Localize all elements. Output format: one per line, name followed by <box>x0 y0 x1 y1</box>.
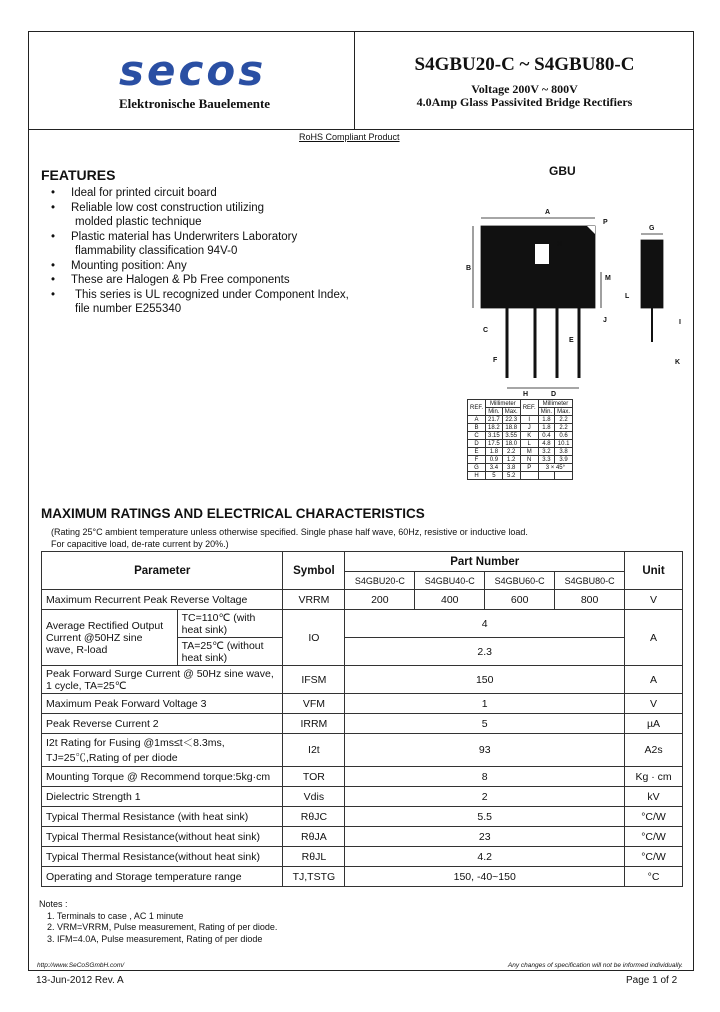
footer-page: Page 1 of 2 <box>626 975 678 986</box>
row-rthja: Typical Thermal Resistance(without heat sink) RθJA 23 °C/W <box>42 827 683 847</box>
dim-row: D 17.5 18.0 L 4.8 10.1 <box>468 440 573 448</box>
dim-row: G 3.4 3.8 P 3 × 45° <box>468 464 573 472</box>
note-item: 1. Terminals to case , AC 1 minute <box>47 910 184 921</box>
dim-label-d: D <box>551 391 557 398</box>
ratings-title: MAXIMUM RATINGS AND ELECTRICAL CHARACTERISTICS <box>41 506 425 521</box>
dim-label-l: L <box>625 293 630 300</box>
row-tor: Mounting Torque @ Recommend torque:5kg·cm TOR 8 Kg · cm <box>42 767 683 787</box>
dim-row: A 21.7 22.3 I 1.8 2.2 <box>468 416 573 424</box>
features-list <box>43 186 349 317</box>
col-part-number: Part Number <box>345 552 625 572</box>
header-title-area <box>356 32 693 129</box>
dim-header-max: Max. <box>555 408 573 416</box>
dim-label-f: F <box>493 357 498 364</box>
voltage-range: Voltage 200V ~ 800V <box>471 82 578 96</box>
feature-item: molded plastic technique <box>75 216 202 228</box>
dim-header-min: Min. <box>486 408 503 416</box>
ratings-table <box>41 551 683 887</box>
note-item: 3. IFM=4.0A, Pulse measurement, Rating of per diode <box>47 933 263 944</box>
row-temperature: Operating and Storage temperature range TJ,TSTG 150, -40~150 °C <box>42 867 683 887</box>
dim-header-ref: REF. <box>468 400 486 416</box>
feature-item: • Plastic material has Underwriters Laboratory <box>51 230 298 243</box>
package-label: GBU <box>549 164 576 178</box>
header <box>29 32 693 130</box>
dim-label-e: E <box>569 337 574 344</box>
part-s4gbu80: S4GBU80-C <box>555 572 625 590</box>
datasheet-page <box>28 31 694 971</box>
dim-row: B 18.2 18.8 J 1.8 2.2 <box>468 424 573 432</box>
col-parameter: Parameter <box>42 552 283 590</box>
row-rthjl: Typical Thermal Resistance(without heat sink) RθJL 4.2 °C/W <box>42 847 683 867</box>
notes <box>39 899 277 945</box>
dim-header-min: Min. <box>538 408 554 416</box>
part-s4gbu60: S4GBU60-C <box>485 572 555 590</box>
company-subtitle: Elektronische Bauelemente <box>119 96 271 111</box>
dim-label-p: P <box>603 219 608 226</box>
dim-row: F 0.9 1.2 N 3.3 3.9 <box>468 456 573 464</box>
feature-item: • This series is UL recognized under Component Index, <box>51 288 349 301</box>
feature-item: • Reliable low cost construction utilizing <box>51 201 265 214</box>
dim-row: E 1.8 2.2 M 3.2 3.8 <box>468 448 573 456</box>
feature-item: • These are Halogen & Pb Free components <box>51 274 290 286</box>
feature-item: • Mounting position: Any <box>51 259 187 272</box>
dim-row: H 5 5.2 <box>468 472 573 480</box>
side-view-body <box>641 240 663 308</box>
ratings-note: (Rating 25°C ambient temperature unless otherwise specified. Single phase half wave, 60Hz, resistive or inductive load. <box>51 527 528 537</box>
dim-label-n: N <box>557 241 563 248</box>
dim-label-c: C <box>483 327 489 334</box>
footer-url[interactable]: http://www.SeCoSGmbH.com/ <box>37 962 125 969</box>
row-rthjc: Typical Thermal Resistance (with heat sink) RθJC 5.5 °C/W <box>42 807 683 827</box>
ratings-note: For capacitive load, de-rate current by 20%.) <box>51 539 229 549</box>
feature-item: file number E255340 <box>75 303 182 315</box>
features-title: FEATURES <box>41 167 116 183</box>
product-description: 4.0Amp Glass Passivited Bridge Rectifiers <box>416 95 633 109</box>
dim-label-b: B <box>466 265 472 272</box>
part-s4gbu40: S4GBU40-C <box>415 572 485 590</box>
dim-row: C 3.15 3.55 K 0.4 0.6 <box>468 432 573 440</box>
dim-header-ref: REF. <box>520 400 538 416</box>
rohs-label: RoHS Compliant Product <box>299 132 400 142</box>
dimensions-table <box>467 399 573 480</box>
dim-header-mm: Millimeter <box>486 400 521 408</box>
feature-item: flammability classification 94V-0 <box>75 245 238 257</box>
footer-date: 13-Jun-2012 Rev. A <box>36 975 124 986</box>
dim-label-a: A <box>545 209 551 216</box>
dim-header-max: Max. <box>502 408 520 416</box>
row-irrm: Peak Reverse Current 2 IRRM 5 µA <box>42 714 683 734</box>
part-s4gbu20: S4GBU20-C <box>345 572 415 590</box>
part-title: S4GBU20-C ~ S4GBU80-C <box>414 54 635 75</box>
dim-label-h: H <box>523 391 529 398</box>
row-vrrm: Maximum Recurrent Peak Reverse Voltage VRRM 200 400 600 800 V <box>42 590 683 610</box>
notes-title: Notes : <box>39 899 68 909</box>
header-logo-area <box>29 32 355 129</box>
feature-item: • Ideal for printed circuit board <box>51 187 217 199</box>
row-vfm: Maximum Peak Forward Voltage 3 VFM 1 V <box>42 694 683 714</box>
dim-label-i: I <box>679 319 681 326</box>
dim-header-mm: Millimeter <box>538 400 572 408</box>
company-logo: secos <box>119 46 267 95</box>
dim-label-j: J <box>603 317 607 324</box>
dim-label-k: K <box>675 359 681 366</box>
row-i2t: I2t Rating for Fusing @1ms≤t＜8.3ms, TJ=25℃,Rating of per diode I2t 93 A2s <box>42 734 683 767</box>
mounting-slot <box>535 244 549 264</box>
row-io-2: TA=25℃ (without heat sink) 2.3 <box>42 638 683 666</box>
dim-label-m: M <box>605 275 611 282</box>
row-ifsm: Peak Forward Surge Current @ 50Hz sine wave, 1 cycle, TA=25℃ IFSM 150 A <box>42 666 683 694</box>
footer-notice: Any changes of specification will not be informed individually. <box>507 962 683 969</box>
dim-label-g: G <box>649 225 655 232</box>
row-vdis: Dielectric Strength 1 Vdis 2 kV <box>42 787 683 807</box>
row-io: Average Rectified Output Current @50HZ sine wave, R-load TC=110℃ (with heat sink) IO 4 A <box>42 610 683 638</box>
col-unit: Unit <box>625 552 683 590</box>
col-symbol: Symbol <box>283 552 345 590</box>
note-item: 2. VRM=VRRM, Pulse measurement, Rating of per diode. <box>47 922 278 932</box>
package-body <box>481 226 595 308</box>
package-outline-drawing <box>449 182 685 398</box>
